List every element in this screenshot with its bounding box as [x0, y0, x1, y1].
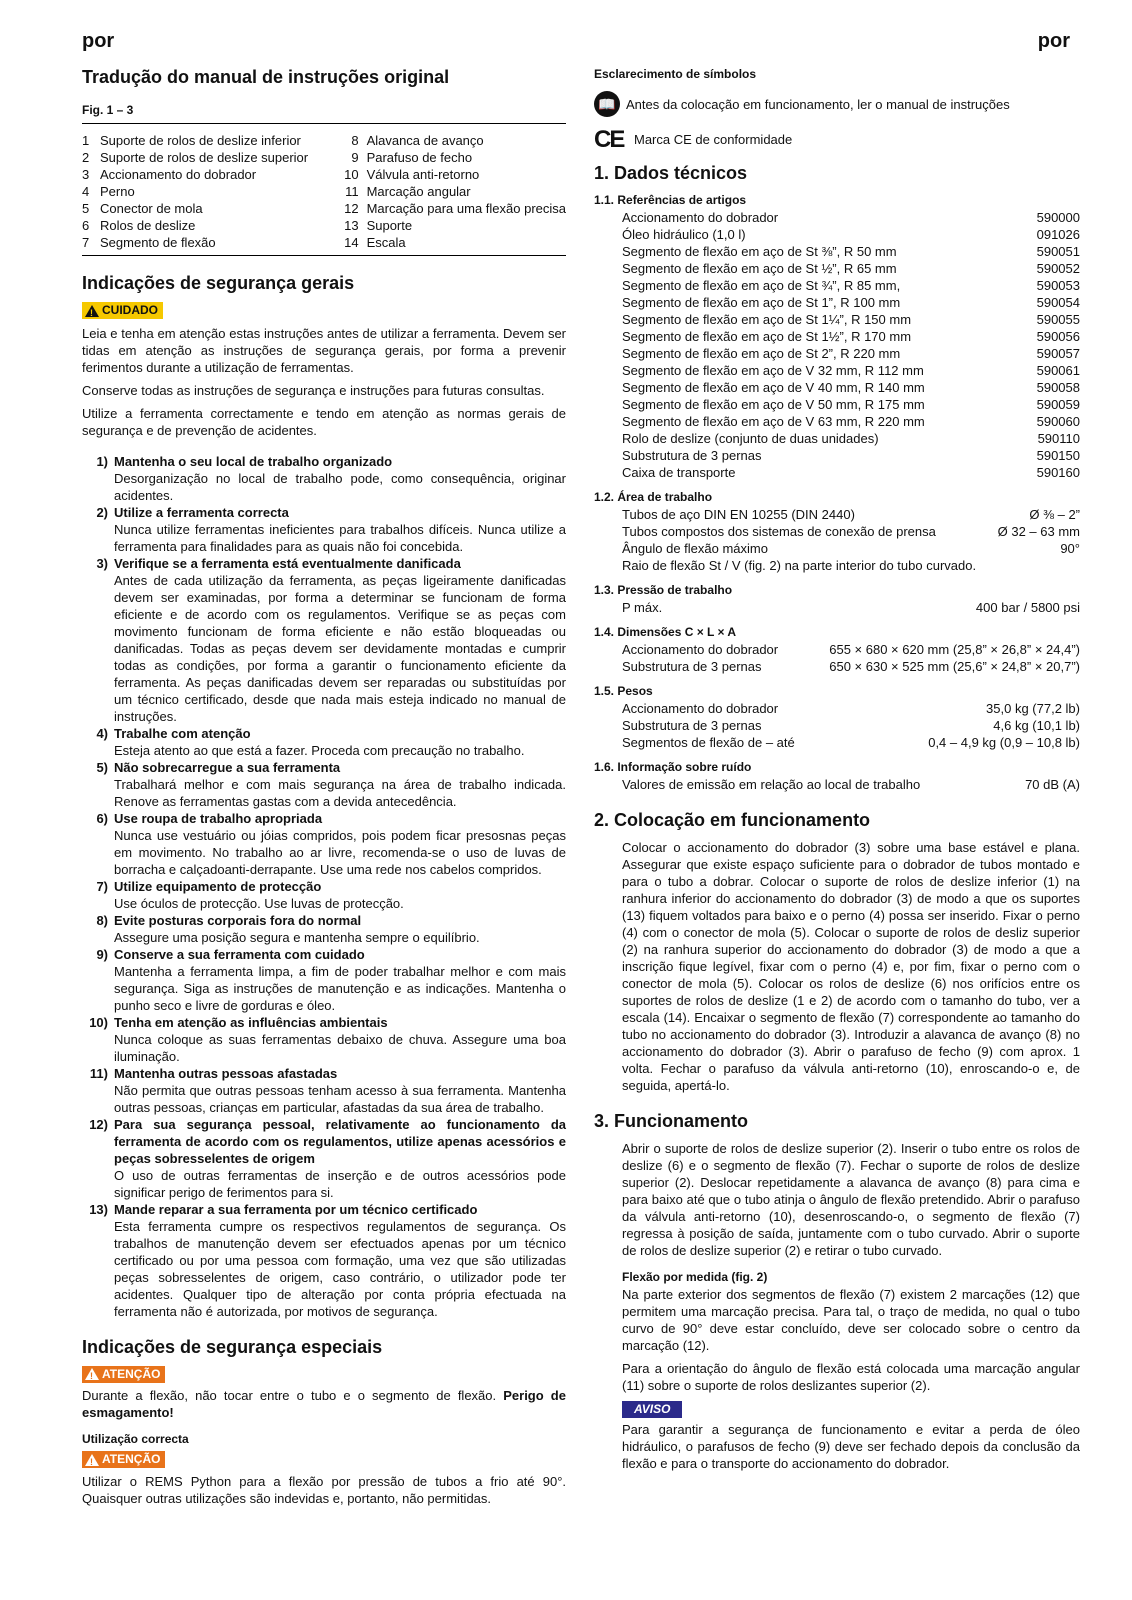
legend-label: Marcação angular [366, 184, 471, 199]
legend-number: 5 [82, 201, 90, 216]
safety-item [82, 504, 566, 555]
legend-number: 2 [82, 150, 90, 165]
safety-item [82, 878, 566, 912]
article-row-value: 590059 [1036, 397, 1080, 412]
flex-text-2: Para a orientação do ângulo de flexão está colocada uma marcação angular (11) sobre o suporte de rolos deslizantes superior (2). [622, 1361, 1080, 1393]
work-area-row-label: Tubos compostos dos sistemas de conexão de prensa [622, 524, 936, 539]
article-row-value: 590055 [1036, 312, 1080, 327]
safety-item-body [114, 1116, 566, 1201]
legend-row [82, 234, 308, 251]
header-right-lang: por [1037, 30, 1070, 52]
safety-item-number: 9) [96, 946, 108, 962]
article-row [594, 379, 1080, 396]
legend-label: Suporte de rolos de deslize inferior [100, 133, 301, 148]
safety-item-text: Desorganização no local de trabalho pode, como consequência, originar acidentes. [114, 470, 566, 503]
weight-row-value: 4,6 kg (10,1 lb) [993, 718, 1080, 733]
legend-list-a [82, 132, 308, 251]
article-row-label: Segmento de flexão em aço de St 1½”, R 170 mm [622, 329, 912, 344]
article-row-label: Rolo de deslize (conjunto de duas unidades) [622, 431, 879, 446]
work-area-row [594, 540, 1080, 557]
safety-item-text: Nunca utilize ferramentas ineficientes para trabalhos difíceis. Nunca utilize a ferramenta para finalidades para as quais não foi concebida. [114, 521, 566, 554]
flex-title: Flexão por medida (fig. 2) [622, 1270, 768, 1284]
subsection-1-1-title: 1.1. Referências de artigos [594, 193, 747, 207]
safety-item-body [114, 453, 566, 504]
safety-item [82, 912, 566, 946]
article-row-label: Substrutura de 3 pernas [622, 448, 762, 463]
article-row-value: 590110 [1037, 431, 1080, 446]
weight-row [594, 717, 1080, 734]
legend-row [335, 217, 566, 234]
safety-item-text: Nunca coloque as suas ferramentas debaixo de chuva. Assegure uma boa iluminação. [114, 1031, 566, 1064]
safety-item-body [114, 878, 566, 912]
legend-label: Suporte [366, 218, 413, 233]
legend-number: 8 [351, 133, 359, 148]
symbol-manual-row [594, 91, 1080, 117]
legend-list-b [335, 132, 566, 251]
safety-item-title: Utilize equipamento de protecção [114, 878, 322, 894]
safety-item-body [114, 1065, 566, 1116]
work-area-row [594, 506, 1080, 523]
legend-label: Perno [100, 184, 135, 199]
safety-item-number: 2) [96, 504, 108, 520]
legend-label: Segmento de flexão [100, 235, 216, 250]
legend-row [335, 149, 566, 166]
weight-row-value: 35,0 kg (77,2 lb) [986, 701, 1080, 716]
special-text: Durante a flexão, não tocar entre o tubo e o segmento de flexão. Perigo de esmagamento! [82, 1388, 566, 1420]
legend-label: Marcação para uma flexão precisa [366, 201, 566, 216]
safety-item-title: Para sua segurança pessoal, relativamente ao funcionamento da ferramenta de acordo com os regulamentos, utilize apenas acessórios e peças sobresselentes de origem [114, 1116, 566, 1166]
section-3-title: 3. Funcionamento [594, 1111, 749, 1131]
legend-label: Conector de mola [100, 201, 203, 216]
usage-title: Utilização correcta [82, 1432, 189, 1446]
safety-item-body [114, 504, 566, 555]
article-row-label: Segmento de flexão em aço de St ¾”, R 85 mm, [622, 278, 901, 293]
safety-item-title: Conserve a sua ferramenta com cuidado [114, 946, 365, 962]
work-area-row-value: 90° [1060, 541, 1080, 556]
article-row-value: 590061 [1036, 363, 1080, 378]
safety-item-body [114, 1014, 566, 1065]
general-safety-title: Indicações de segurança gerais [82, 273, 355, 293]
safety-item-body [114, 759, 566, 810]
article-row-label: Segmento de flexão em aço de V 50 mm, R 175 mm [622, 397, 925, 412]
safety-item-title: Use roupa de trabalho apropriada [114, 810, 323, 826]
safety-item-text: Esta ferramenta cumpre os respectivos regulamentos de segurança. Os trabalhos de manutenção devem ser efectuados apenas por um técnico certificado ou por uma pessoa com formação, uma vez que são utilizadas peças sobresselentes de origem, caso contrário, o utilizador pode ter acidentes. Qualquer tipo de alteração por conta própria efectuada na ferramenta não é autorizada, por motivos de segurança. [114, 1218, 566, 1319]
notice-badge: AVISO [622, 1401, 682, 1418]
legend-row [82, 217, 308, 234]
safety-item-number: 13) [89, 1201, 108, 1217]
safety-item-text: O uso de outras ferramentas de inserção e de outros acessórios pode significar perigo de ferimentos para si. [114, 1167, 566, 1200]
safety-item-text: Nunca use vestuário ou jóias compridos, pois podem ficar presosnas peças em movimento. No trabalho ao ar livre, recomenda-se o uso de luvas de borracha e calçadoanti-derrapante. Use uma rede nos cabelos compridos. [114, 827, 566, 877]
weight-row-value: 0,4 – 4,9 kg (0,9 – 10,8 lb) [928, 735, 1080, 750]
article-row-value: 590054 [1036, 295, 1080, 310]
article-list [594, 209, 1080, 481]
article-row [594, 447, 1080, 464]
pressure-row: P máx. 400 bar / 5800 psi [622, 600, 1080, 615]
safety-items [82, 453, 566, 1320]
legend-label: Alavanca de avanço [366, 133, 484, 148]
warning-badge [82, 1366, 165, 1383]
subsection-1-2-title: 1.2. Área de trabalho [594, 490, 713, 504]
usage-text: Utilizar o REMS Python para a flexão por pressão de tubos a frio até 90°. Quaisquer outras utilizações são indevidas e, portanto, não permitidas. [82, 1473, 566, 1506]
safety-item-title: Não sobrecarregue a sua ferramenta [114, 759, 341, 775]
dimension-row [594, 658, 1080, 675]
safety-item-title: Utilize a ferramenta correcta [114, 504, 289, 520]
legend-row [335, 200, 566, 217]
article-row [594, 328, 1080, 345]
work-area-row [594, 523, 1080, 540]
right-column [594, 66, 1080, 1478]
safety-item [82, 453, 566, 504]
safety-item-text: Assegure uma posição segura e mantenha sempre o equilíbrio. [114, 929, 480, 945]
safety-item-body [114, 912, 566, 946]
legend-row [82, 166, 308, 183]
dimensions-list [594, 641, 1080, 675]
legend-number: 9 [351, 150, 359, 165]
safety-item-title: Trabalhe com atenção [114, 725, 251, 741]
legend-number: 4 [82, 184, 90, 199]
divider [82, 255, 566, 256]
legend-row [82, 200, 308, 217]
article-row-value: 590052 [1036, 261, 1080, 276]
legend-label: Válvula anti-retorno [366, 167, 480, 182]
special-safety-title: Indicações de segurança especiais [82, 1336, 383, 1357]
article-row [594, 209, 1080, 226]
legend-row [335, 166, 566, 183]
legend-number: 13 [344, 218, 359, 233]
article-row [594, 464, 1080, 481]
article-row-label: Caixa de transporte [622, 465, 736, 480]
article-row [594, 430, 1080, 447]
dimension-row-label: Substrutura de 3 pernas [622, 659, 762, 674]
legend-row [82, 132, 308, 149]
safety-item-number: 8) [96, 912, 108, 928]
safety-item-body [114, 946, 566, 1014]
general-paragraph: Conserve todas as instruções de segurança e instruções para futuras consultas. [82, 382, 545, 398]
work-area-row-label: Ângulo de flexão máximo [622, 541, 768, 556]
read-manual-icon: 📖 [594, 91, 620, 117]
article-row-label: Segmento de flexão em aço de V 63 mm, R 220 mm [622, 414, 925, 429]
article-row-value: 091026 [1036, 227, 1080, 242]
article-row-value: 590057 [1036, 346, 1080, 361]
article-row [594, 294, 1080, 311]
legend-row [335, 132, 566, 149]
section-1-title: 1. Dados técnicos [594, 163, 748, 183]
warning-triangle-icon [85, 1368, 99, 1380]
work-area-row-value: Ø 32 – 63 mm [997, 524, 1080, 539]
weight-row-label: Accionamento do dobrador [622, 701, 779, 716]
safety-item [82, 810, 566, 878]
symbol-manual-text: Antes da colocação em funcionamento, ler o manual de instruções [626, 96, 1010, 112]
article-row-label: Segmento de flexão em aço de St 1”, R 100 mm [622, 295, 901, 310]
symbols-title: Esclarecimento de símbolos [594, 67, 757, 81]
warning-triangle-icon [85, 305, 99, 317]
subsection-1-4-title: 1.4. Dimensões C × L × A [594, 625, 737, 639]
general-paragraphs [82, 325, 566, 439]
figure-legend [82, 124, 566, 255]
safety-item-number: 6) [96, 810, 108, 826]
legend-row [335, 183, 566, 200]
safety-item [82, 725, 566, 759]
warning-badge [82, 1451, 165, 1468]
weight-row-label: Segmentos de flexão de – até [622, 735, 795, 750]
safety-item-text: Não permita que outras pessoas tenham acesso à sua ferramenta. Mantenha outras pessoas, crianças em particular, afastadas da sua área de trabalho. [114, 1082, 566, 1115]
subsection-1-6-title: 1.6. Informação sobre ruído [594, 760, 752, 774]
safety-item-number: 4) [96, 725, 108, 741]
section-3-text: Abrir o suporte de rolos de deslize superior (2). Inserir o tubo entre os rolos de deslize (6) e o segmento de flexão (7). Fechar o suporte de rolos de deslize superior (2). Deslocar repetidamente a alavanca de avanço (8) para cima e para baixo até que o tubo atinja o ângulo de flexão pretendido. Abrir o parafuso da válvula anti-retorno (10), desenroscando-o, o segmento de flexão (7) regressa à posição de saída, juntamente com o tubo curvado. Abrir o suporte de rolos de deslize superior (2) e retirar o tubo curvado. [622, 1141, 1080, 1258]
dimension-row [594, 641, 1080, 658]
article-row-label: Accionamento do dobrador [622, 210, 779, 225]
safety-item-number: 11) [89, 1065, 108, 1081]
safety-item-body [114, 1201, 566, 1320]
dimension-row-label: Accionamento do dobrador [622, 642, 779, 657]
symbol-ce-row [594, 126, 1080, 153]
article-row [594, 311, 1080, 328]
legend-label: Parafuso de fecho [366, 150, 473, 165]
safety-item [82, 1116, 566, 1201]
warning-label: ATENÇÃO [102, 1366, 161, 1381]
safety-item-title: Mantenha outras pessoas afastadas [114, 1065, 338, 1081]
subsection-1-3-title: 1.3. Pressão de trabalho [594, 583, 733, 597]
article-row-value: 590000 [1036, 210, 1080, 225]
article-row [594, 396, 1080, 413]
article-row [594, 345, 1080, 362]
article-row-label: Segmento de flexão em aço de St ⅜”, R 50 mm [622, 244, 897, 259]
work-note: Raio de flexão St / V (fig. 2) na parte interior do tubo curvado. [622, 558, 977, 573]
article-row-value: 590160 [1036, 465, 1080, 480]
safety-item [82, 1201, 566, 1320]
article-row [594, 277, 1080, 294]
legend-label: Suporte de rolos de deslize superior [100, 150, 309, 165]
article-row-label: Segmento de flexão em aço de St 1¼”, R 150 mm [622, 312, 912, 327]
safety-item-number: 1) [96, 453, 108, 469]
safety-item [82, 759, 566, 810]
notice-text: Para garantir a segurança de funcionamento e evitar a perda de óleo hidráulico, o parafusos de fecho (9) deve ser fechado depois da conclusão da flexão e para o transporte do accionamento do dobrador. [622, 1422, 1080, 1471]
ce-mark-icon: CE [594, 126, 624, 153]
safety-item-number: 10) [89, 1014, 108, 1030]
safety-item-body [114, 725, 566, 759]
safety-item-number: 5) [96, 759, 108, 775]
safety-item-body [114, 555, 566, 725]
safety-item-title: Mantenha o seu local de trabalho organizado [114, 453, 393, 469]
section-2-text: Colocar o accionamento do dobrador (3) sobre uma base estável e plana. Assegurar que existe espaço suficiente para o dobrador de tubos montado e para o tubo a dobrar. Colocar o suporte de rolos de deslize inferior (1) na ranhura inferior do accionamento do dobrador (3) de modo a que os suportes (13) fiquem voltados para baixo e o perno (4) possa ser inserido. Fixar o perno (4) com o conector de mola (5). Colocar o suporte de rolos de desliz superior (2) na ranhura superior do accionamento do dobrador (3) de modo a que a inscrição fique legível, fixar com o perno (4) e, por fim, fixar o perno com o conector de mola (5). Colocar os rolos de deslize (6) nos orifícios entre os suportes de rolos de deslize (1 e 2) de acordo com o tamanho do tubo, ver a escala (14). Encaixar o segmento de flexão (7) correspondente ao tamanho do tubo no accionamento do dobrador (3). Introduzir a alavanca de avanço (8) no accionamento do dobrador (3). Abrir o parafuso de fecho (9) com aprox. 1 volta. Fechar o parafuso da válvula anti-retorno (10), enroscando-o e, de seguida, apertá-lo. [622, 840, 1080, 1093]
legend-number: 1 [82, 133, 90, 148]
article-row-label: Segmento de flexão em aço de St ½”, R 65 mm [622, 261, 897, 276]
article-row-label: Segmento de flexão em aço de St 2”, R 220 mm [622, 346, 901, 361]
article-row [594, 243, 1080, 260]
article-row-label: Segmento de flexão em aço de V 40 mm, R 140 mm [622, 380, 925, 395]
special-bold: Perigo de esmagamento! [82, 1388, 566, 1420]
fig-label: Fig. 1 – 3 [82, 103, 134, 117]
article-row-value: 590056 [1036, 329, 1080, 344]
legend-label: Escala [366, 235, 406, 250]
safety-item-title: Tenha em atenção as influências ambientais [114, 1014, 388, 1030]
section-2-title: 2. Colocação em funcionamento [594, 810, 871, 830]
legend-row [335, 234, 566, 251]
article-row-value: 590060 [1036, 414, 1080, 429]
symbol-ce-text: Marca CE de conformidade [634, 132, 793, 147]
weight-row-label: Substrutura de 3 pernas [622, 718, 762, 733]
safety-item [82, 946, 566, 1014]
manual-title: Tradução do manual de instruções original [82, 67, 450, 87]
article-row [594, 362, 1080, 379]
safety-item-title: Verifique se a ferramenta está eventualmente danificada [114, 555, 461, 571]
weight-row [594, 700, 1080, 717]
legend-number: 3 [82, 167, 90, 182]
legend-row [82, 183, 308, 200]
weight-row [594, 734, 1080, 751]
caution-badge [82, 302, 163, 319]
safety-item [82, 1065, 566, 1116]
general-paragraph: Utilize a ferramenta correctamente e tendo em atenção as normas gerais de segurança e de prevenção de acidentes. [82, 405, 566, 438]
legend-number: 6 [82, 218, 90, 233]
noise-row: Valores de emissão em relação ao local de trabalho 70 dB (A) [622, 777, 1080, 792]
subsection-1-5-title: 1.5. Pesos [594, 684, 653, 698]
safety-item-number: 12) [89, 1116, 108, 1132]
safety-item-title: Mande reparar a sua ferramenta por um técnico certificado [114, 1201, 478, 1217]
article-row [594, 413, 1080, 430]
legend-row [82, 149, 308, 166]
safety-item-body [114, 810, 566, 878]
header-left-lang: por [82, 30, 115, 52]
article-row-value: 590058 [1036, 380, 1080, 395]
article-row-label: Segmento de flexão em aço de V 32 mm, R 112 mm [622, 363, 924, 378]
general-paragraph: Leia e tenha em atenção estas instruções antes de utilizar a ferramenta. Devem ser tidas em atenção as instruções de segurança gerais, por forma a prevenir ferimentos durante a utilização de ferramentas. [82, 325, 566, 375]
article-row-value: 590051 [1036, 244, 1080, 259]
safety-item [82, 1014, 566, 1065]
caution-label: CUIDADO [102, 303, 158, 317]
legend-number: 10 [344, 167, 359, 182]
warning-label: ATENÇÃO [102, 1452, 161, 1466]
safety-item-number: 3) [96, 555, 108, 571]
safety-item-title: Evite posturas corporais fora do normal [114, 912, 362, 928]
safety-item-text: Esteja atento ao que está a fazer. Proceda com precaução no trabalho. [114, 742, 525, 758]
dimension-row-value: 650 × 630 × 525 mm (25,6” × 24,8” × 20,7”) [829, 659, 1080, 674]
article-row [594, 226, 1080, 243]
dimension-row-value: 655 × 680 × 620 mm (25,8” × 26,8” × 24,4”) [829, 642, 1080, 657]
safety-item-text: Use óculos de protecção. Use luvas de protecção. [114, 895, 404, 911]
safety-item-text: Antes de cada utilização da ferramenta, as peças ligeiramente danificadas devem ser examinadas, por forma a determinar se funcionam de forma eficiente e de acordo com os regulamentos. Verifique se as peças com movimento funcionam de forma eficiente e não estão bloqueadas ou danificadas. Todas as peças devem ser devidamente montadas e cumprir todas as condições, por forma a garantir o funcionamento eficiente da ferramenta. As peças danificadas devem ser reparadas ou substituídas por um técnico certificado, desde que nada mais esteja indicado no manual de instruções. [114, 572, 566, 724]
legend-number: 12 [344, 201, 359, 216]
flex-text-1: Na parte exterior dos segmentos de flexão (7) existem 2 marcações (12) que permitem uma marcação precisa. Para tal, o traço de medida, no qual o tubo curvo de 90° deve estar concluído, deve ser colocado sobre o centro da marcação (12). [622, 1287, 1080, 1353]
article-row-label: Óleo hidráulico (1,0 l) [622, 227, 746, 242]
legend-label: Accionamento do dobrador [100, 167, 257, 182]
safety-item-text: Mantenha a ferramenta limpa, a fim de poder trabalhar melhor e com mais segurança. Siga as instruções de manutenção e as indicações. Mantenha o punho seco e livre de gorduras e óleo. [114, 963, 566, 1013]
safety-item-number: 7) [96, 878, 108, 894]
work-area-list [594, 506, 1080, 557]
article-row [594, 260, 1080, 277]
legend-number: 7 [82, 235, 90, 250]
warning-triangle-icon [85, 1454, 99, 1466]
legend-number: 11 [345, 184, 359, 199]
work-area-row-label: Tubos de aço DIN EN 10255 (DIN 2440) [622, 507, 855, 522]
article-row-value: 590053 [1036, 278, 1080, 293]
work-area-row-value: Ø ⅜ – 2” [1029, 507, 1080, 522]
article-row-value: 590150 [1036, 448, 1080, 463]
left-column [82, 66, 566, 1513]
weights-list [594, 700, 1080, 751]
legend-number: 14 [344, 235, 359, 250]
safety-item [82, 555, 566, 725]
legend-label: Rolos de deslize [100, 218, 196, 233]
safety-item-text: Trabalhará melhor e com mais segurança na área de trabalho indicada. Renove as ferramentas gastas com a devida antecedência. [114, 776, 566, 809]
